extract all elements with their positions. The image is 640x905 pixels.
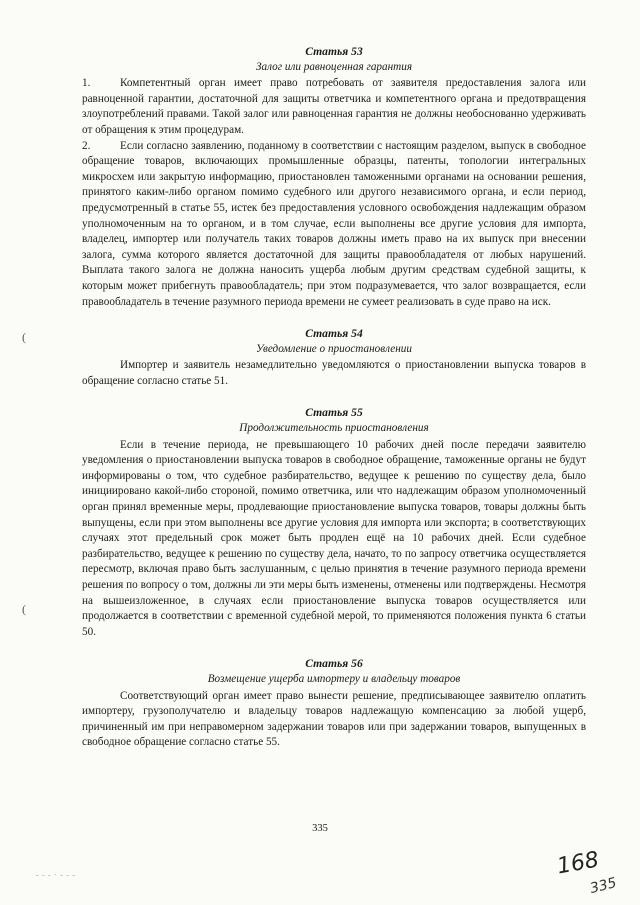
scan-smudge: - - - · - - - bbox=[36, 871, 76, 879]
article-56 bbox=[82, 656, 586, 751]
article-55 bbox=[82, 405, 586, 640]
article-55-subtitle: Продолжительность приостановления bbox=[239, 422, 429, 435]
article-53 bbox=[82, 44, 586, 310]
article-53-paragraph-2 bbox=[82, 139, 586, 311]
article-54-paragraph-1: Импортер и заявитель незамедлительно уведомляются о приостановлении выпуска товаров в обращение согласно статье 51. bbox=[82, 359, 586, 387]
article-53-p1-text: Компетентный орган имеет право потребовать от заявителя предоставления залога или равноценной гарантии, достаточной для защиты ответчика и компетентного органа и предотвращения злоупотреблений правами. Такой залог или равноценная гарантия не должны необоснованно удерживать от обращения к этим процедурам. bbox=[82, 77, 586, 136]
article-53-p2-number: 2. bbox=[82, 139, 91, 152]
article-55-paragraph-1: Если в течение периода, не превышающего 10 рабочих дней после передачи заявителю уведомления о приостановлении выпуска товаров в свободное обращение, таможенные органы не будут информированы о том, что судебное разбирательство, ведущее к решению по существу дела, было инициировано какой-либо стороной, помимо ответчика, или что надлежащим образом уполномоченный орган принял временные меры, продлевающие приостановление выпуска товаров, товары должны быть выпущены, если при этом выполнены все другие условия для импорта или экспорта; в соответствующих случаях этот предельный срок может быть продлен ещё на 10 рабочих дней. Если судебное разбирательство, ведущее к решению по существу дела, начато, то по запросу ответчика осуществляется пересмотр, включая право быть заслушанным, с целью принятия в течение разумного периода времени решения по вопросу о том, должны ли эти меры быть изменены, отменены или подтверждены. Несмотря на вышеизложенное, в случаях если приостановление выпуска товаров осуществляется или продолжается в соответствии с временной судебной мерой, то применяются положения пункта 6 статьи 50. bbox=[82, 438, 586, 638]
article-53-p2-text: Если согласно заявлению, поданному в соответствии с настоящим разделом, выпуск в свободное обращение товаров, включающих промышленные образцы, патенты, топологии интегральных микросхем или закрытую информацию, приостановлен таможенными органами на основании решения, принятого каким-либо органом помимо судебного или другого независимого органа, и если период, предусмотренный в статье 55, истек без предоставления условного освобождения надлежащим образом уполномоченным на то органом, и в том случае, если выполнены все другие условия для импорта, владелец, импортер или получатель таких товаров должны иметь право на их выпуск при внесении залога, сумма которого является достаточной для защиты правообладателя от любых нарушений. Выплата такого залога не должна наносить ущерба любым другим средствам судебной защиты, к которым может прибегнуть правообладатель; при этом подразумевается, что залог возвращается, если правообладатель в течение разумного периода времени не сумеет реализовать в суде право на иск. bbox=[82, 139, 586, 308]
margin-mark: ( bbox=[22, 330, 26, 344]
article-54-title: Статья 54 bbox=[305, 327, 363, 341]
article-56-subtitle: Возмещение ущерба импортеру и владельцу товаров bbox=[207, 672, 461, 685]
page-number: 335 bbox=[312, 823, 328, 834]
article-55-title: Статья 55 bbox=[305, 406, 363, 420]
article-53-subtitle: Залог или равноценная гарантия bbox=[255, 60, 413, 73]
document-body bbox=[82, 44, 586, 751]
article-56-paragraph-1: Соответствующий орган имеет право вынести решение, предписывающее заявителю оплатить импортеру, грузополучателю и владельцу товаров надлежащую компенсацию за любой ущерб, причиненный им при неправомерном задержании товаров или при задержании товаров, выпущенных в свободное обращение согласно статье 55. bbox=[82, 689, 586, 749]
article-53-paragraph-1 bbox=[82, 76, 586, 138]
article-54-subtitle: Уведомление о приостановлении bbox=[256, 342, 412, 355]
article-56-title: Статья 56 bbox=[305, 657, 363, 671]
margin-mark: ( bbox=[22, 602, 26, 616]
handwritten-note: 335 bbox=[588, 875, 619, 897]
article-54 bbox=[82, 326, 586, 389]
article-53-p1-number: 1. bbox=[82, 77, 91, 90]
article-53-title: Статья 53 bbox=[305, 45, 363, 58]
handwritten-folio-number: 168 bbox=[555, 847, 601, 880]
